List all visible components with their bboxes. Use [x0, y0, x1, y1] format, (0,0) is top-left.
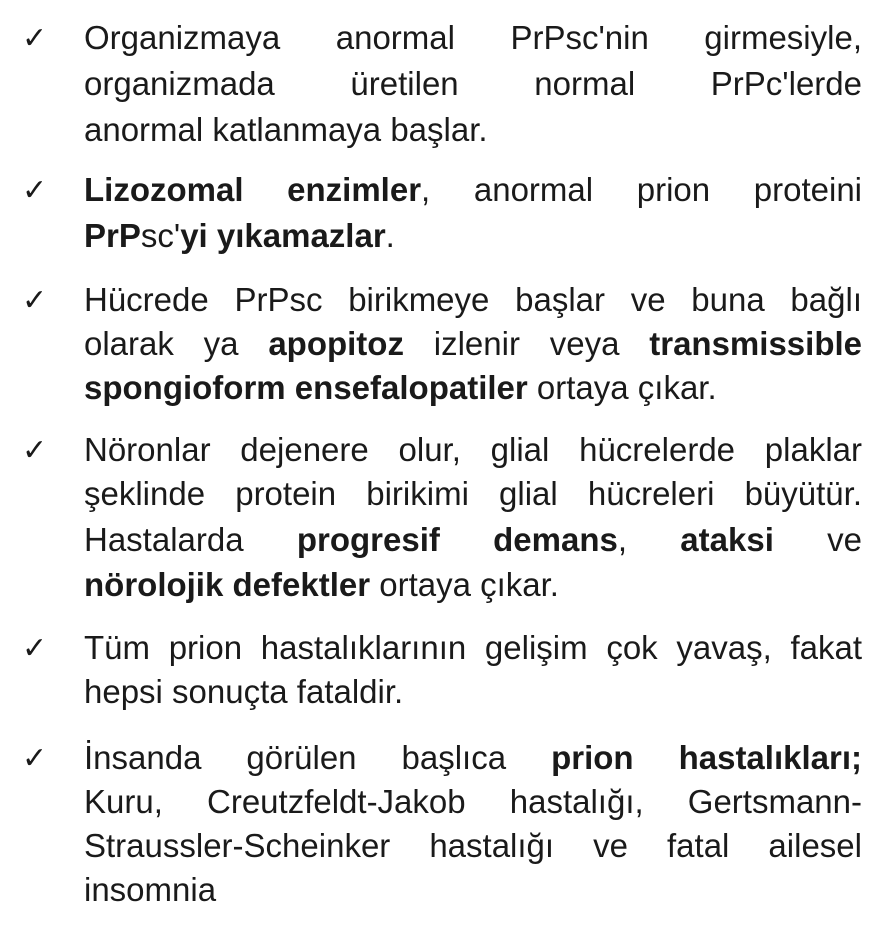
text-line: şeklinde protein birikimi glial hücreleri büyütür.: [84, 475, 862, 512]
text-line: İnsanda görülen başlıca prion hastalıkları;: [84, 739, 862, 776]
bold-term: PrP: [84, 217, 141, 254]
checkmark-icon: ✓: [22, 434, 48, 467]
text-line: olarak ya apopitoz izlenir veya transmissible: [84, 325, 862, 362]
text-line: Hücrede PrPsc birikmeye başlar ve buna bağlı: [84, 281, 862, 318]
checkmark-icon: ✓: [22, 632, 48, 665]
checkmark-icon: ✓: [22, 284, 48, 317]
text-line: PrPsc'yi yıkamazlar.: [84, 217, 395, 254]
bold-term: apopitoz: [268, 325, 404, 362]
bold-term: transmissible: [649, 325, 862, 362]
bold-term: progresif demans: [296, 521, 618, 558]
text-line: Tüm prion hastalıklarının gelişim çok yavaş, fakat: [84, 629, 862, 666]
text-line: organizmada üretilen normal PrPc'lerde: [84, 65, 862, 102]
bold-term: spongioform ensefalopatiler: [84, 369, 528, 406]
text-line: anormal katlanmaya başlar.: [84, 111, 488, 148]
checkmark-icon: ✓: [22, 742, 48, 775]
text-line: hepsi sonuçta fataldir.: [84, 673, 404, 710]
text-line: Straussler-Scheinker hastalığı ve fatal ailesel: [84, 827, 862, 864]
text-line: spongioform ensefalopatiler ortaya çıkar.: [84, 369, 717, 406]
checkmark-icon: ✓: [22, 174, 48, 207]
text-line: Kuru, Creutzfeldt-Jakob hastalığı, Gertsmann-: [84, 783, 862, 820]
bold-term: prion hastalıkları;: [551, 739, 862, 776]
text-line: Hastalarda progresif demans, ataksi ve: [84, 521, 862, 558]
text-line: insomnia: [84, 871, 217, 908]
checkmark-icon: ✓: [22, 22, 48, 55]
bold-term: yi yıkamazlar: [180, 217, 386, 254]
text-line: nörolojik defektler ortaya çıkar.: [84, 566, 559, 603]
text-line: Lizozomal enzimler, anormal prion proteini: [84, 171, 862, 208]
bold-term: Lizozomal enzimler: [84, 171, 422, 208]
text-line: Nöronlar dejenere olur, glial hücrelerde plaklar: [84, 431, 862, 468]
bold-term: nörolojik defektler: [84, 566, 371, 603]
bold-term: ataksi: [680, 521, 774, 558]
text-line: Organizmaya anormal PrPsc'nin girmesiyle,: [84, 19, 862, 56]
